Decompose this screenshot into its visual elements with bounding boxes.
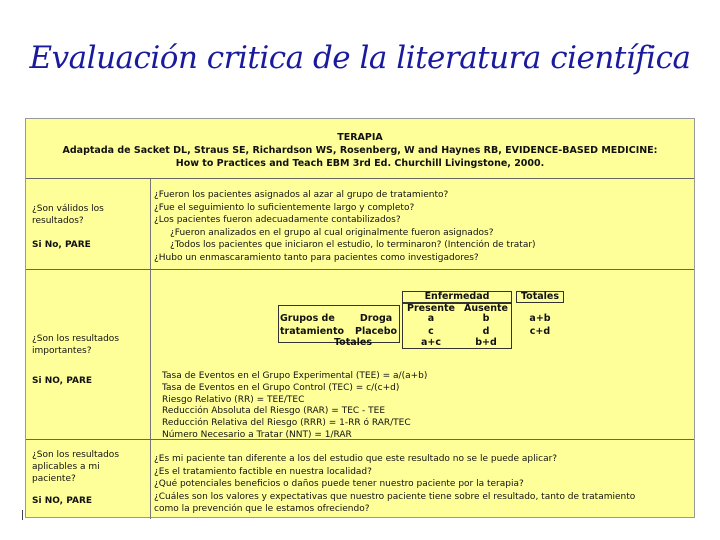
grupos-label: Grupos de xyxy=(280,313,335,324)
question: ¿Los pacientes fueron adecuadamente contabilizados? xyxy=(154,215,401,225)
section-label: ¿Son válidos los resultados? xyxy=(32,204,104,226)
enfermedad-label: Enfermedad xyxy=(424,291,490,302)
section-importance xyxy=(32,333,144,387)
cell-d: d xyxy=(482,326,490,337)
slide-title: Evaluación critica de la literatura científica xyxy=(29,40,691,76)
cell-b: b xyxy=(482,313,490,324)
question: ¿Todos los pacientes que iniciaron el estudio, lo terminaron? (Intención de tratar) xyxy=(170,240,536,250)
header-reference: Adaptada de Sacket DL, Straus SE, Richardson WS, Rosenberg, W and Haynes RB, EVIDENCE-BASED MEDICINE: xyxy=(62,145,658,156)
cell-a: a xyxy=(427,313,435,324)
section-applicability xyxy=(32,449,144,507)
section-divider xyxy=(26,269,694,270)
section-validity xyxy=(32,203,144,251)
total-ac: a+c xyxy=(420,337,441,348)
formula: Número Necesario a Tratar (NNT) = 1/RAR xyxy=(162,429,352,440)
row-totales-label: Totales xyxy=(333,337,373,348)
formula: Reducción Relativa del Riesgo (RRR) = 1-RR ó RAR/TEC xyxy=(162,418,411,429)
total-ab: a+b xyxy=(529,313,551,324)
stop-rule: Si NO, PARE xyxy=(32,376,93,386)
section-label: ¿Son los resultados importantes? xyxy=(32,334,120,356)
question: ¿Fueron los pacientes asignados al azar al grupo de tratamiento? xyxy=(154,190,449,200)
formula: Tasa de Eventos en el Grupo Experimental (TEE) = a/(a+b) xyxy=(162,371,428,381)
total-cd: c+d xyxy=(529,326,551,337)
question: como la prevención que le estamos ofreciendo? xyxy=(154,504,370,514)
ausente-label: Ausente xyxy=(464,303,508,314)
question: ¿Es mi paciente tan diferente a los del estudio que este resultado no se le puede aplicar? xyxy=(154,454,558,464)
therapy-worksheet xyxy=(25,118,695,518)
stop-rule: Si NO, PARE xyxy=(32,496,93,506)
header-title: TERAPIA xyxy=(337,132,383,143)
formula: Reducción Absoluta del Riesgo (RAR) = TEC - TEE xyxy=(162,406,386,417)
total-bd: b+d xyxy=(475,337,497,348)
formula: Tasa de Eventos en el Grupo Control (TEC) = c/(c+d) xyxy=(162,382,400,393)
tratamiento-label: tratamiento xyxy=(280,326,345,337)
column-divider xyxy=(150,179,151,519)
validity-questions xyxy=(154,189,689,264)
presente-label: Presente xyxy=(407,303,455,314)
worksheet-header xyxy=(26,119,694,179)
droga-label: Droga xyxy=(359,313,393,324)
header-edition: How to Practices and Teach EBM 3rd Ed. Churchill Livingstone, 2000. xyxy=(175,158,545,169)
formula: Riesgo Relativo (RR) = TEE/TEC xyxy=(162,394,305,405)
applicability-questions xyxy=(154,453,689,516)
contingency-table xyxy=(278,291,564,349)
cell-c: c xyxy=(428,326,434,337)
question: ¿Hubo un enmascaramiento tanto para pacientes como investigadores? xyxy=(154,252,479,263)
question: ¿Qué potenciales beneficios o daños puede tener nuestro paciente por la terapia? xyxy=(154,479,524,489)
question: ¿Fueron analizados en el grupo al cual originalmente fueron asignados? xyxy=(170,227,494,238)
slide-edge-mark xyxy=(22,510,23,520)
placebo-label: Placebo xyxy=(354,326,398,337)
question: ¿Cuáles son los valores y expectativas que nuestro paciente tiene sobre el resultado, tanto de tratamiento xyxy=(154,491,636,502)
formula-list xyxy=(162,371,582,442)
stop-rule: Si No, PARE xyxy=(32,240,91,250)
question: ¿Es el tratamiento factible en nuestra localidad? xyxy=(154,466,372,477)
totales-label: Totales xyxy=(520,291,560,302)
section-label: ¿Son los resultados aplicables a mi paciente? xyxy=(32,450,120,484)
question: ¿Fue el seguimiento lo suficientemente largo y completo? xyxy=(154,202,415,213)
